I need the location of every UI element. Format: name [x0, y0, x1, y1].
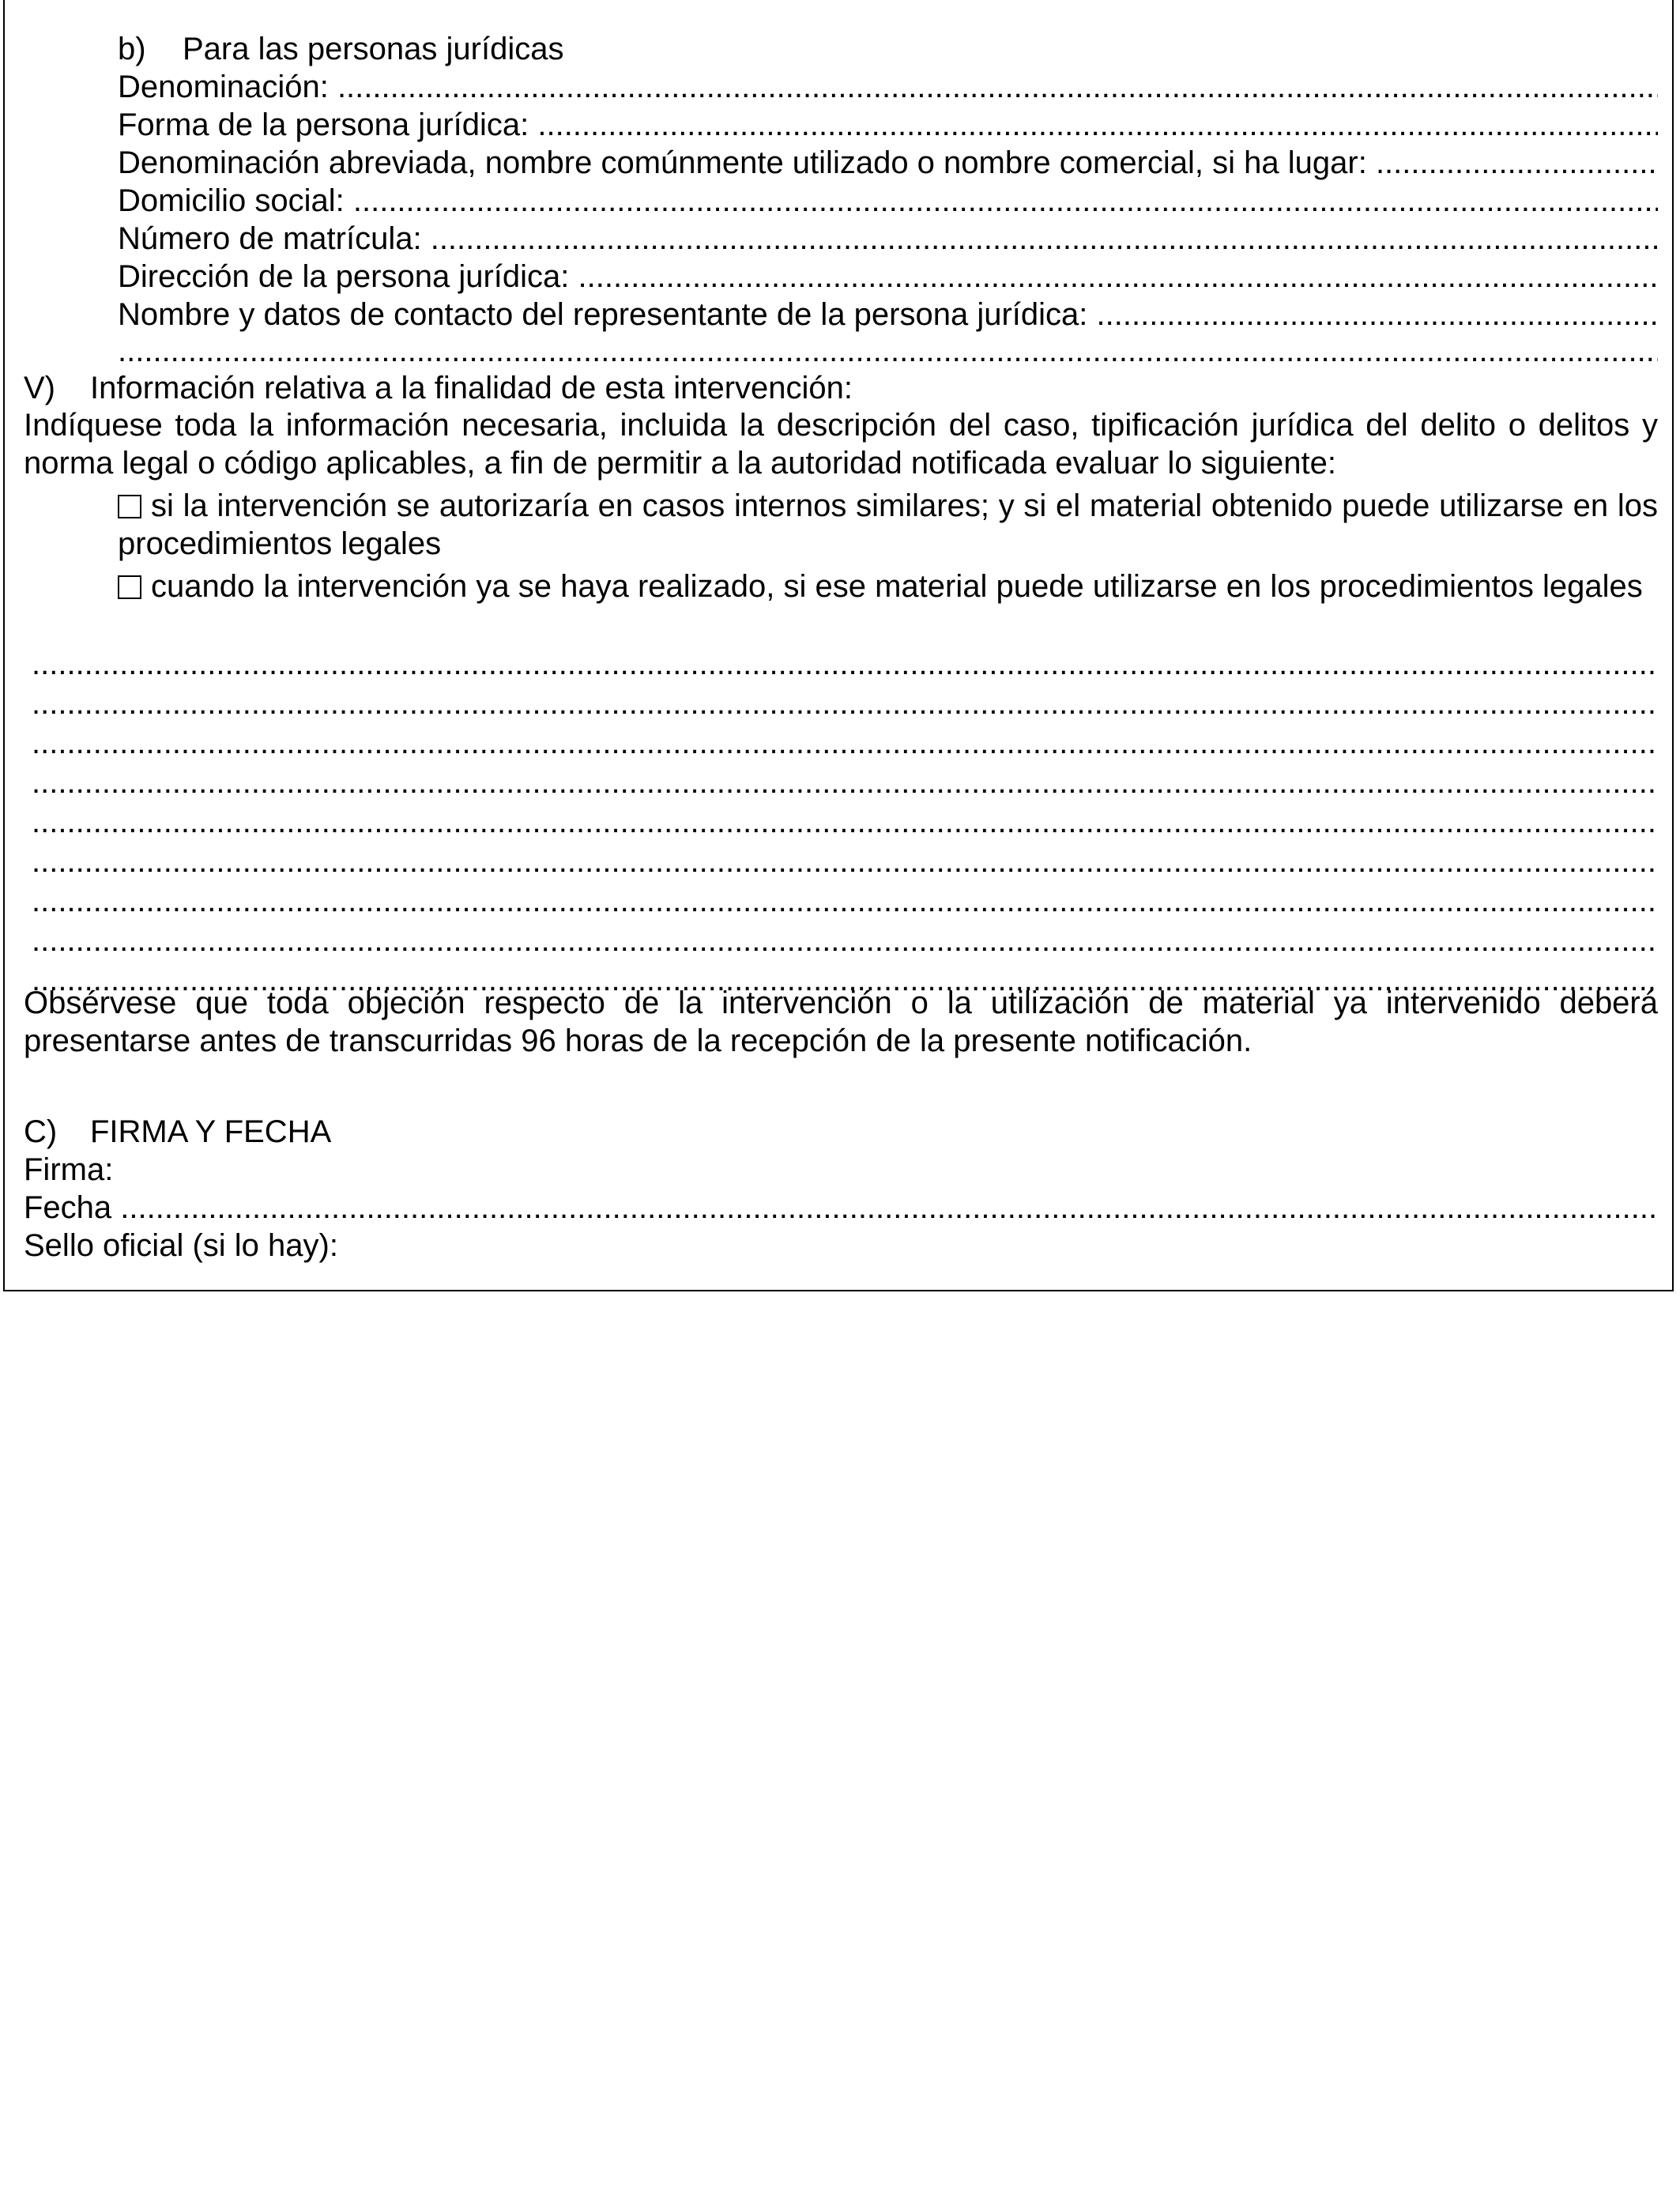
- date-label: Fecha: [24, 1190, 121, 1225]
- dotted-fill: [32, 922, 1658, 959]
- field-denominacion-abreviada[interactable]: [118, 144, 1658, 182]
- field-label: Nombre y datos de contacto del representante de la persona jurídica:: [118, 297, 1097, 332]
- field-domicilio-social[interactable]: [118, 182, 1658, 220]
- blank-line[interactable]: [32, 763, 1658, 801]
- dotted-fill: [120, 1189, 1658, 1227]
- seal-field[interactable]: [24, 1227, 338, 1265]
- section-b-title: Para las personas jurídicas: [183, 32, 564, 66]
- field-representante[interactable]: [118, 296, 1658, 334]
- signature-label: Firma:: [24, 1152, 114, 1187]
- date-field[interactable]: [24, 1189, 1658, 1227]
- option-intervencion-realizada[interactable]: [118, 567, 1658, 605]
- dotted-fill: [32, 803, 1658, 841]
- field-label: Denominación:: [118, 70, 337, 104]
- option-casos-internos[interactable]: [118, 487, 1658, 563]
- field-label: Número de matrícula:: [118, 221, 431, 256]
- dotted-fill: [32, 882, 1658, 920]
- section-c-heading: [24, 1113, 331, 1151]
- field-label: Forma de la persona jurídica:: [118, 107, 538, 142]
- section-b-marker: b): [118, 32, 146, 66]
- section-c-title: FIRMA Y FECHA: [90, 1114, 332, 1149]
- checkbox-icon[interactable]: [118, 495, 141, 518]
- field-label: Domicilio social:: [118, 183, 353, 218]
- field-label: Denominación abreviada, nombre comúnmente utilizado o nombre comercial, si ha lugar:: [118, 145, 1376, 180]
- seal-label: Sello oficial (si lo hay):: [24, 1228, 338, 1263]
- section-b-heading: [118, 30, 563, 68]
- dotted-fill: [431, 220, 1658, 258]
- field-denominacion[interactable]: [118, 68, 1658, 106]
- dotted-fill: [32, 684, 1658, 722]
- section-v-heading: [24, 369, 853, 407]
- signature-field[interactable]: [24, 1151, 113, 1189]
- option-text: cuando la intervención ya se haya realizado, si ese material puede utilizarse en los procedimientos legales: [151, 569, 1643, 604]
- dotted-fill: [32, 843, 1658, 880]
- checkbox-icon[interactable]: [118, 575, 141, 599]
- dotted-fill: [1097, 296, 1658, 334]
- option-text: si la intervención se autorizaría en casos internos similares; y si el material obtenido puede utilizarse en los procedimientos legales: [118, 488, 1658, 561]
- blank-line[interactable]: [32, 922, 1658, 959]
- dotted-fill: [537, 106, 1658, 144]
- field-forma-juridica[interactable]: [118, 106, 1658, 144]
- section-v-intro: Indíquese toda la información necesaria, incluida la descripción del caso, tipificación jurídica del delito o delitos y norma legal o código aplicables, a fin de permitir a la autoridad notificada evaluar lo siguiente:: [24, 408, 1658, 481]
- blank-line[interactable]: [32, 684, 1658, 722]
- dotted-fill: [32, 724, 1658, 762]
- section-v-marker: V): [24, 371, 55, 405]
- field-representante-continuation[interactable]: [118, 332, 1658, 370]
- blank-line[interactable]: [32, 724, 1658, 762]
- blank-line[interactable]: [32, 803, 1658, 841]
- field-direccion[interactable]: [118, 258, 1658, 296]
- dotted-fill: [32, 763, 1658, 801]
- blank-line[interactable]: [32, 645, 1658, 683]
- field-numero-matricula[interactable]: [118, 220, 1658, 258]
- dotted-fill: [578, 258, 1658, 296]
- blank-line[interactable]: [32, 843, 1658, 880]
- dotted-fill: [118, 332, 1658, 370]
- blank-line[interactable]: [32, 882, 1658, 920]
- dotted-fill: [353, 182, 1658, 220]
- dotted-fill: [1376, 144, 1658, 182]
- objection-note: Obsérvese que toda objeción respecto de la intervención o la utilización de material ya intervenido deberá presentarse antes de transcurridas 96 horas de la recepción de la presente notificación.: [24, 986, 1658, 1058]
- dotted-fill: [337, 68, 1658, 106]
- section-v-title: Información relativa a la finalidad de esta intervención:: [90, 371, 853, 405]
- form-frame: [3, 0, 1674, 1291]
- field-label: Dirección de la persona jurídica:: [118, 259, 578, 294]
- dotted-fill: [32, 645, 1658, 683]
- section-c-marker: C): [24, 1114, 58, 1149]
